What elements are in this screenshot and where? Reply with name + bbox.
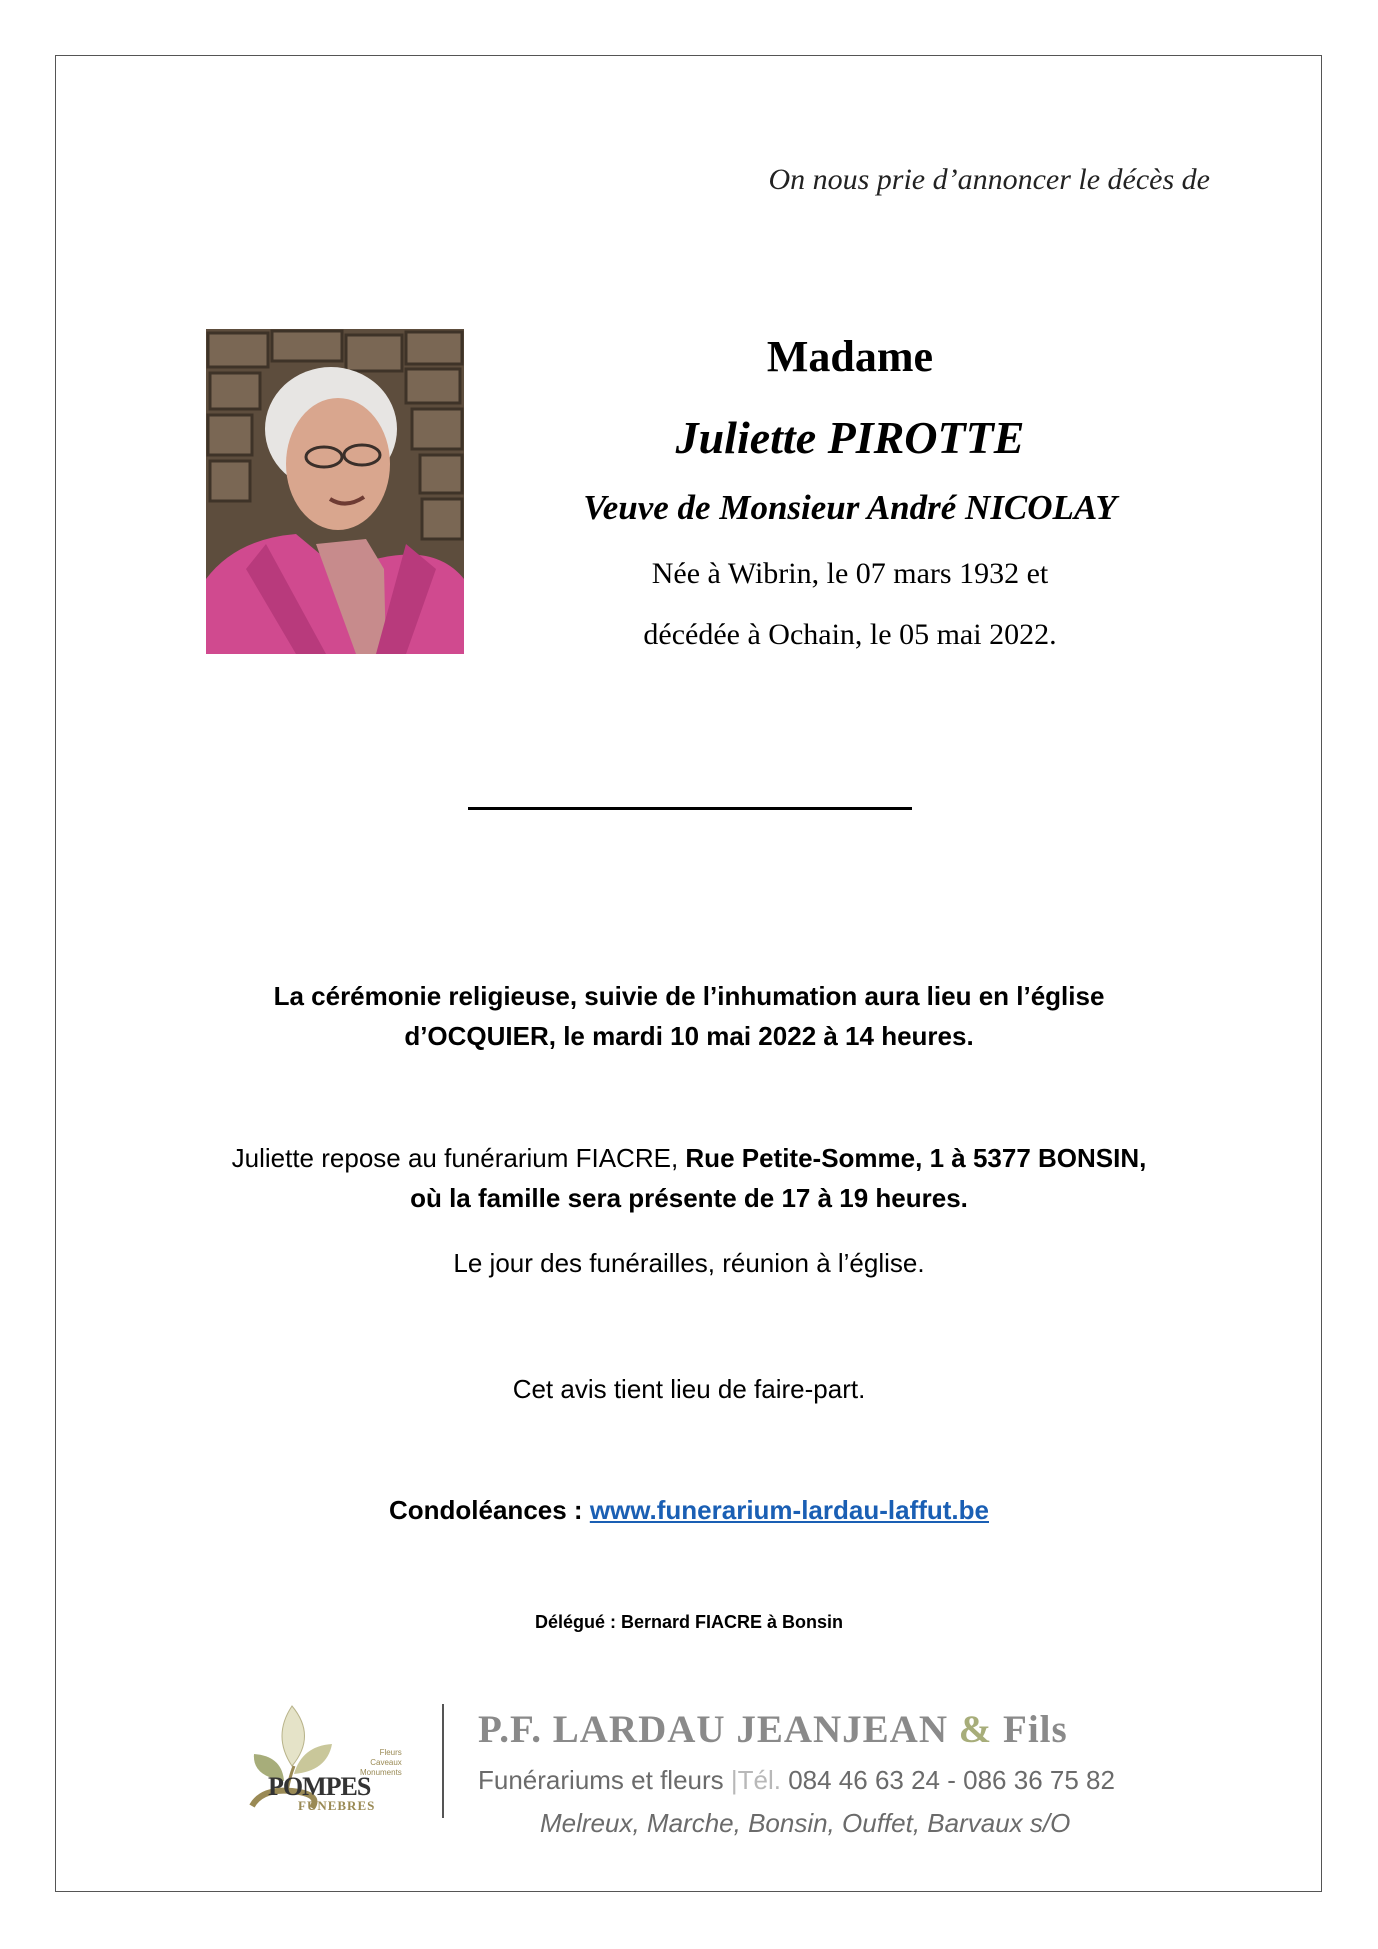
delegate-line: Délégué : Bernard FIACRE à Bonsin — [534, 1612, 844, 1632]
death-line: décédée à Ochain, le 05 mai 2022. — [643, 618, 1057, 651]
funeral-home-info — [100, 1138, 1278, 1218]
portrait-photo — [206, 329, 464, 654]
ceremony-line-1: La cérémonie religieuse, suivie de l’inhumation aura lieu en l’église — [273, 981, 1105, 1011]
notice-text: Cet avis tient lieu de faire-part. — [512, 1374, 866, 1404]
condolences-link[interactable]: www.funerarium-lardau-laffut.be — [589, 1495, 989, 1525]
contact-phone: 084 46 63 24 - 086 36 75 82 — [780, 1765, 1115, 1795]
contact-services: Funérariums et fleurs — [478, 1765, 731, 1795]
logo-caption-2: Caveaux — [370, 1758, 402, 1767]
condolences-label: Condoléances : — [388, 1495, 590, 1525]
company-name-end: Fils — [992, 1708, 1068, 1751]
rest-line-1 — [100, 1138, 1278, 1178]
contact-separator: | — [730, 1765, 738, 1795]
contact-tel-label: Tél. — [737, 1765, 781, 1795]
birth-line: Née à Wibrin, le 07 mars 1932 et — [651, 557, 1049, 590]
spouse-line: Veuve de Monsieur André NICOLAY — [583, 488, 1117, 527]
logo-word-funebres: FUNEBRES — [298, 1798, 376, 1813]
ceremony-line-2: d’OCQUIER, le mardi 10 mai 2022 à 14 heures. — [404, 1021, 974, 1051]
rest-line-2: où la famille sera présente de 17 à 19 heures. — [410, 1183, 968, 1213]
company-name-main: P.F. LARDAU JEANJEAN — [478, 1708, 959, 1751]
gathering-info: Le jour des funérailles, réunion à l’église. — [453, 1248, 925, 1278]
portrait-image — [206, 329, 464, 654]
person-title: Madame — [766, 332, 934, 381]
logo-caption-1: Fleurs — [379, 1748, 402, 1757]
company-name — [478, 1707, 1068, 1752]
rest-line-1-plain: Juliette repose au funérarium FIACRE, — [231, 1143, 686, 1173]
logo-word-pompes: POMPES — [268, 1772, 371, 1801]
company-contact — [478, 1765, 1115, 1796]
section-divider — [468, 807, 912, 810]
company-name-amp: & — [958, 1708, 993, 1751]
person-name: Juliette PIROTTE — [675, 412, 1025, 463]
logo-caption-3: Monuments — [360, 1768, 402, 1777]
ceremony-info — [100, 976, 1278, 1056]
footer-divider — [442, 1704, 444, 1818]
condolences-line — [100, 1490, 1278, 1530]
company-locations: Melreux, Marche, Bonsin, Ouffet, Barvaux s/O — [540, 1808, 1071, 1838]
announcement-intro: On nous prie d’annoncer le décès de — [768, 163, 1210, 196]
rest-address: Rue Petite-Somme, 1 à 5377 BONSIN, — [685, 1143, 1147, 1173]
